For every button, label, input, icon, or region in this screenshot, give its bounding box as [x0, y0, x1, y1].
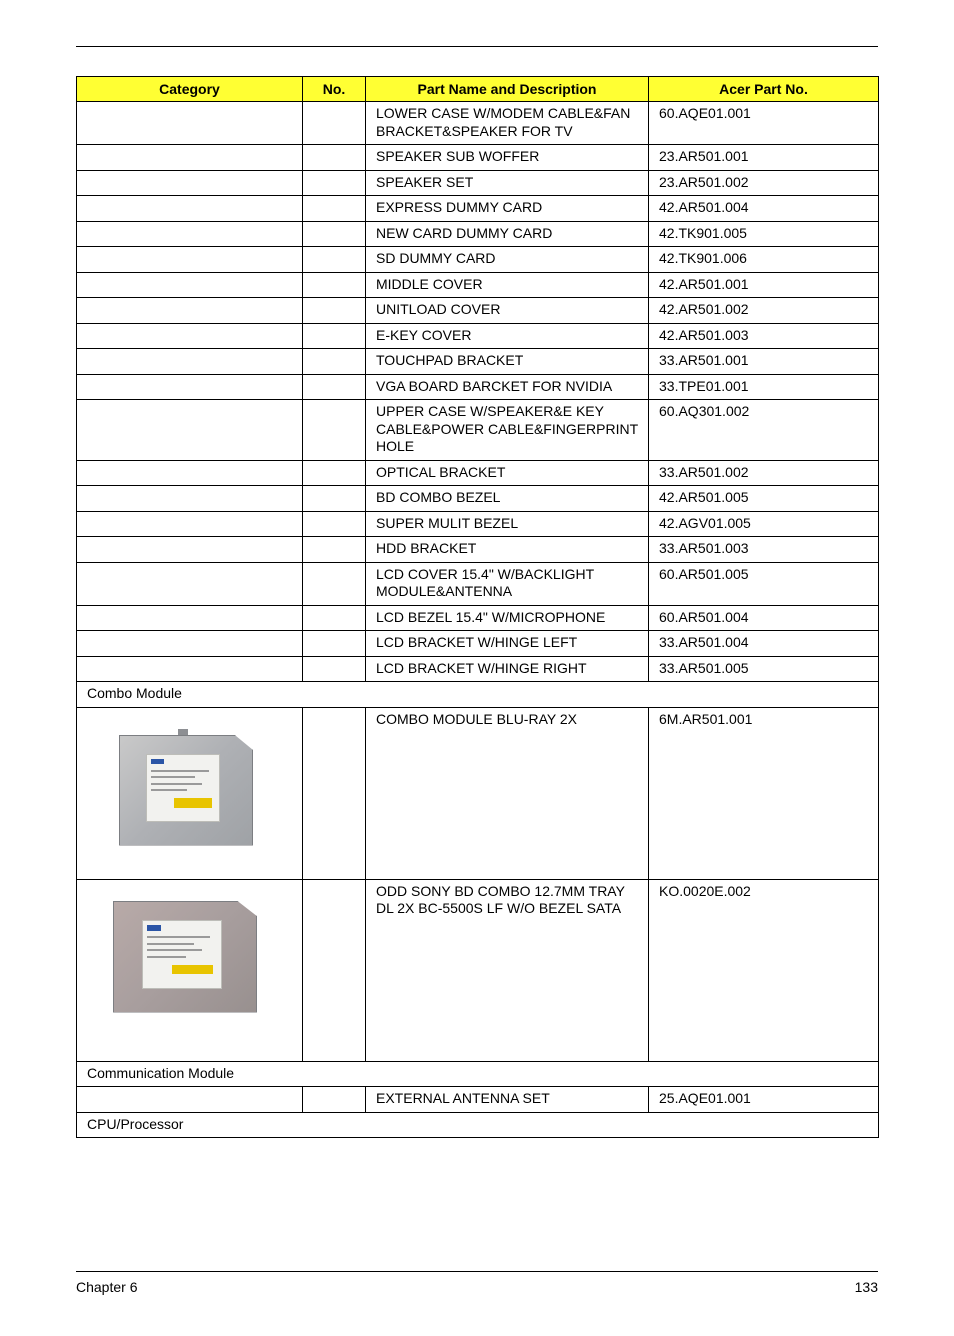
- drive-logo: [151, 759, 164, 764]
- table-row: [77, 272, 879, 298]
- image-cell: [77, 707, 303, 879]
- part-name-cell: EXPRESS DUMMY CARD: [366, 196, 649, 222]
- acer-part-cell: 42.AR501.005: [649, 486, 879, 512]
- label-line: [147, 936, 209, 938]
- section-row-cpu: [77, 1112, 879, 1138]
- label-line: [147, 943, 194, 945]
- optical-drive-image: [113, 895, 257, 1013]
- acer-part-cell: 42.TK901.005: [649, 221, 879, 247]
- part-name-cell: MIDDLE COVER: [366, 272, 649, 298]
- acer-part-cell: 33.AR501.005: [649, 656, 879, 682]
- label-line: [151, 770, 209, 772]
- part-name-cell: HDD BRACKET: [366, 537, 649, 563]
- no-cell: [303, 511, 366, 537]
- acer-part-cell: 6M.AR501.001: [649, 707, 879, 879]
- no-cell: [303, 537, 366, 563]
- category-cell: [77, 511, 303, 537]
- category-cell: [77, 272, 303, 298]
- no-cell: [303, 707, 366, 879]
- part-name-cell: VGA BOARD BARCKET FOR NVIDIA: [366, 374, 649, 400]
- part-name-cell: SPEAKER SUB WOFFER: [366, 145, 649, 171]
- acer-part-cell: 60.AQE01.001: [649, 102, 879, 145]
- table-row: [77, 145, 879, 171]
- no-cell: [303, 879, 366, 1061]
- table-row: [77, 247, 879, 273]
- part-name-cell: LCD BRACKET W/HINGE RIGHT: [366, 656, 649, 682]
- section-row-communication: [77, 1061, 879, 1087]
- no-cell: [303, 272, 366, 298]
- acer-part-cell: 23.AR501.001: [649, 145, 879, 171]
- footer-chapter: Chapter 6: [76, 1279, 138, 1295]
- acer-part-cell: 42.AR501.002: [649, 298, 879, 324]
- table-row: [77, 631, 879, 657]
- table-row: [77, 460, 879, 486]
- no-cell: [303, 656, 366, 682]
- drive-label: [146, 754, 220, 822]
- category-cell: [77, 400, 303, 461]
- section-row-combo: [77, 682, 879, 708]
- label-line: [147, 956, 186, 958]
- category-cell: [77, 562, 303, 605]
- header-category: Category: [77, 77, 303, 102]
- no-cell: [303, 562, 366, 605]
- label-line: [151, 776, 194, 778]
- category-cell: [77, 323, 303, 349]
- part-name-cell: LOWER CASE W/MODEM CABLE&FAN BRACKET&SPEAKER FOR TV: [366, 102, 649, 145]
- top-rule: [76, 46, 878, 47]
- acer-part-cell: 60.AQ301.002: [649, 400, 879, 461]
- no-cell: [303, 631, 366, 657]
- acer-part-cell: 23.AR501.002: [649, 170, 879, 196]
- image-cell: [77, 879, 303, 1061]
- no-cell: [303, 323, 366, 349]
- category-cell: [77, 1087, 303, 1113]
- part-name-cell: LCD BEZEL 15.4" W/MICROPHONE: [366, 605, 649, 631]
- drive-logo: [147, 925, 161, 930]
- table-row: [77, 605, 879, 631]
- no-cell: [303, 486, 366, 512]
- no-cell: [303, 247, 366, 273]
- label-line: [151, 783, 202, 785]
- table-row: [77, 170, 879, 196]
- table-row: [77, 562, 879, 605]
- category-cell: [77, 298, 303, 324]
- no-cell: [303, 349, 366, 375]
- part-name-cell: TOUCHPAD BRACKET: [366, 349, 649, 375]
- no-cell: [303, 145, 366, 171]
- category-cell: [77, 537, 303, 563]
- table-row: [77, 656, 879, 682]
- no-cell: [303, 102, 366, 145]
- table-row: [77, 349, 879, 375]
- part-name-cell: OPTICAL BRACKET: [366, 460, 649, 486]
- header-acer-part-no: Acer Part No.: [649, 77, 879, 102]
- acer-part-cell: 42.TK901.006: [649, 247, 879, 273]
- part-name-cell: E-KEY COVER: [366, 323, 649, 349]
- table-row: [77, 323, 879, 349]
- no-cell: [303, 605, 366, 631]
- category-cell: [77, 460, 303, 486]
- part-name-cell: SPEAKER SET: [366, 170, 649, 196]
- table-row: [77, 511, 879, 537]
- section-title-cpu: CPU/Processor: [77, 1112, 879, 1138]
- label-line: [147, 949, 201, 951]
- optical-drive-image: [119, 729, 253, 846]
- table-row: [77, 221, 879, 247]
- table-row: [77, 1087, 879, 1113]
- acer-part-cell: 60.AR501.005: [649, 562, 879, 605]
- bottom-rule: [76, 1271, 878, 1272]
- category-cell: [77, 196, 303, 222]
- table-row: [77, 879, 879, 1061]
- acer-part-cell: 42.AGV01.005: [649, 511, 879, 537]
- parts-table-body: [77, 102, 879, 1138]
- table-header-row: [77, 77, 879, 102]
- acer-part-cell: 33.TPE01.001: [649, 374, 879, 400]
- part-name-cell: LCD BRACKET W/HINGE LEFT: [366, 631, 649, 657]
- table-row: [77, 374, 879, 400]
- acer-part-cell: KO.0020E.002: [649, 879, 879, 1061]
- table-row: [77, 400, 879, 461]
- acer-part-cell: 42.AR501.001: [649, 272, 879, 298]
- footer-page-number: 133: [854, 1279, 878, 1295]
- category-cell: [77, 631, 303, 657]
- category-cell: [77, 605, 303, 631]
- table-row: [77, 196, 879, 222]
- drive-label: [142, 920, 222, 988]
- table-row: [77, 102, 879, 145]
- no-cell: [303, 400, 366, 461]
- part-name-cell: UNITLOAD COVER: [366, 298, 649, 324]
- drive-warning-sticker: [174, 798, 212, 807]
- no-cell: [303, 196, 366, 222]
- acer-part-cell: 33.AR501.004: [649, 631, 879, 657]
- part-name-cell: BD COMBO BEZEL: [366, 486, 649, 512]
- section-title-communication: Communication Module: [77, 1061, 879, 1087]
- acer-part-cell: 33.AR501.003: [649, 537, 879, 563]
- part-name-cell: COMBO MODULE BLU-RAY 2X: [366, 707, 649, 879]
- header-no: No.: [303, 77, 366, 102]
- category-cell: [77, 247, 303, 273]
- no-cell: [303, 1087, 366, 1113]
- acer-part-cell: 25.AQE01.001: [649, 1087, 879, 1113]
- category-cell: [77, 656, 303, 682]
- no-cell: [303, 170, 366, 196]
- category-cell: [77, 349, 303, 375]
- category-cell: [77, 486, 303, 512]
- no-cell: [303, 221, 366, 247]
- category-cell: [77, 374, 303, 400]
- part-name-cell: SD DUMMY CARD: [366, 247, 649, 273]
- table-row: [77, 707, 879, 879]
- category-cell: [77, 102, 303, 145]
- acer-part-cell: 33.AR501.001: [649, 349, 879, 375]
- parts-table: [76, 76, 879, 1138]
- label-line: [151, 789, 187, 791]
- part-name-cell: UPPER CASE W/SPEAKER&E KEY CABLE&POWER CABLE&FINGERPRINT HOLE: [366, 400, 649, 461]
- acer-part-cell: 33.AR501.002: [649, 460, 879, 486]
- drive-warning-sticker: [172, 965, 212, 974]
- part-name-cell: NEW CARD DUMMY CARD: [366, 221, 649, 247]
- part-name-cell: SUPER MULIT BEZEL: [366, 511, 649, 537]
- section-title-combo: Combo Module: [77, 682, 879, 708]
- table-row: [77, 486, 879, 512]
- acer-part-cell: 42.AR501.004: [649, 196, 879, 222]
- acer-part-cell: 42.AR501.003: [649, 323, 879, 349]
- part-name-cell: ODD SONY BD COMBO 12.7MM TRAY DL 2X BC-5500S LF W/O BEZEL SATA: [366, 879, 649, 1061]
- header-part-name: Part Name and Description: [366, 77, 649, 102]
- table-row: [77, 298, 879, 324]
- acer-part-cell: 60.AR501.004: [649, 605, 879, 631]
- category-cell: [77, 170, 303, 196]
- category-cell: [77, 145, 303, 171]
- table-row: [77, 537, 879, 563]
- part-name-cell: EXTERNAL ANTENNA SET: [366, 1087, 649, 1113]
- no-cell: [303, 460, 366, 486]
- no-cell: [303, 298, 366, 324]
- part-name-cell: LCD COVER 15.4" W/BACKLIGHT MODULE&ANTENNA: [366, 562, 649, 605]
- category-cell: [77, 221, 303, 247]
- no-cell: [303, 374, 366, 400]
